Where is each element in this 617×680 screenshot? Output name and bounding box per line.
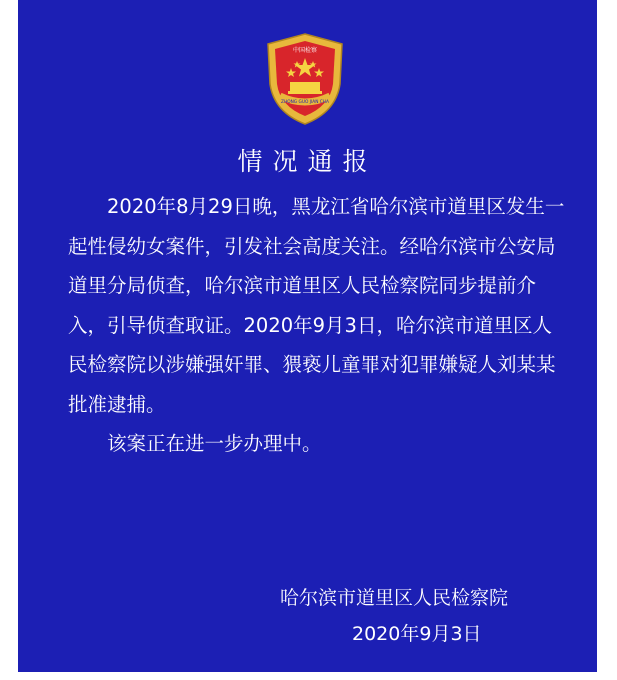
notice-paragraph: 该案正在进一步办理中。 bbox=[107, 432, 322, 455]
procuratorate-emblem-icon bbox=[264, 32, 346, 126]
notice-paragraph: 2020年8月29日晚，黑龙江省哈尔滨市道里区发生一起性侵幼女案件，引发社会高度关注。经哈尔滨市公安局道里分局侦查，哈尔滨市道里区人民检察院同步提前介入，引导侦查取证。2020年9月3日，哈尔滨市道里区人民检察院以涉嫌强奸罪、猥亵儿童罪对犯罪嫌疑人刘某某批准逮捕。 bbox=[68, 195, 565, 416]
emblem-bottom-text: ZHONG GUO JIAN CHA bbox=[281, 100, 329, 105]
notice-signature bbox=[280, 580, 530, 652]
notice-title: 情况通报 bbox=[237, 147, 378, 176]
emblem-top-text: 中国检察 bbox=[292, 47, 318, 54]
signature-organization: 哈尔滨市道里区人民检察院 bbox=[280, 587, 509, 609]
signature-date: 2020年9月3日 bbox=[352, 623, 482, 645]
notice-panel bbox=[18, 0, 597, 672]
notice-body bbox=[68, 187, 568, 464]
